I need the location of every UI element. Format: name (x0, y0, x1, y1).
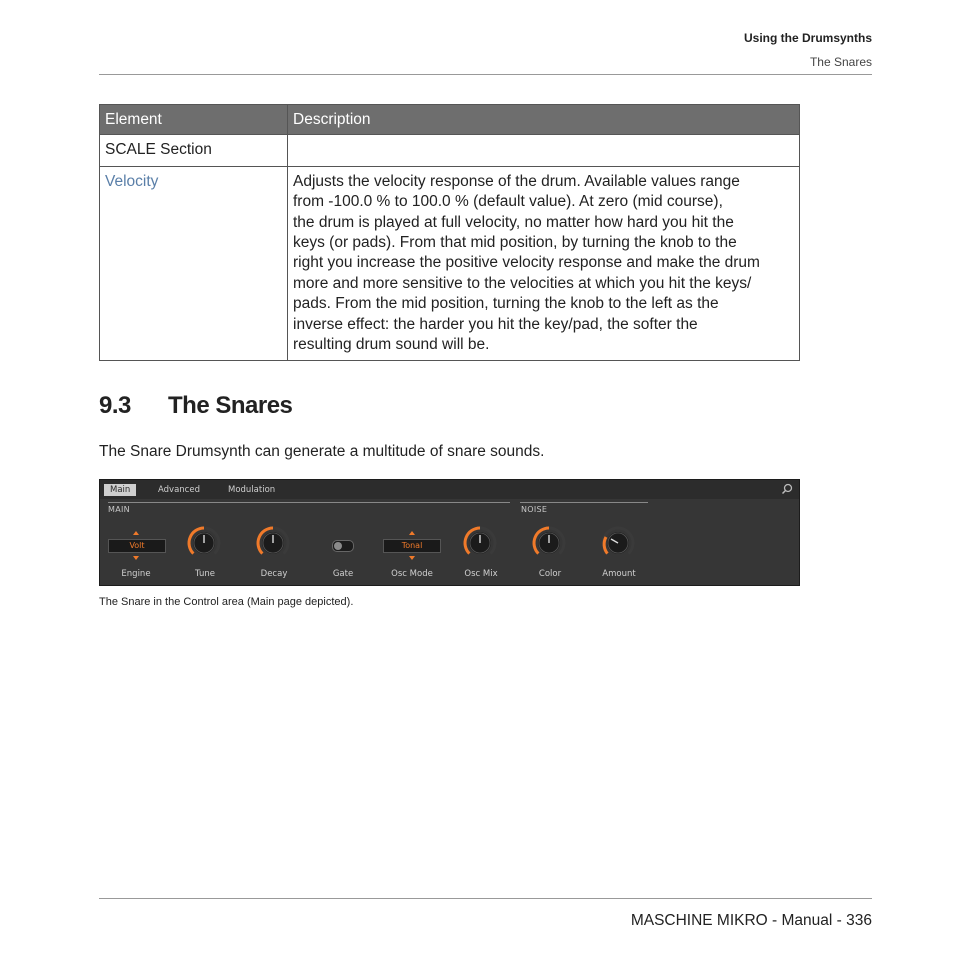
engine-selector[interactable]: Volt (108, 539, 166, 553)
header-divider (99, 74, 872, 75)
tune-knob[interactable] (186, 525, 222, 561)
description-line: more and more sensitive to the velocities at which you hit the keys/ (293, 274, 752, 292)
description-line: Adjusts the velocity response of the drum. Available values range (293, 172, 740, 190)
description-line: the drum is played at full velocity, no matter how hard you hit the (293, 213, 734, 231)
osc-mode-up-arrow-icon[interactable] (409, 531, 415, 535)
tab-modulation[interactable]: Modulation (228, 485, 276, 495)
tab-main[interactable]: Main (104, 484, 136, 496)
page-footer: MASCHINE MIKRO - Manual - 336 (630, 912, 872, 929)
table-header-row (100, 105, 800, 135)
gate-toggle[interactable] (332, 540, 354, 552)
description-line: pads. From the mid position, turning the knob to the left as the (293, 295, 719, 313)
osc-mode-down-arrow-icon[interactable] (409, 556, 415, 560)
gate-label: Gate (332, 569, 354, 579)
running-header-section: The Snares (809, 55, 872, 69)
noise-group-label: NOISE (521, 505, 548, 514)
section-label: SCALE Section (100, 135, 288, 166)
amount-knob[interactable] (600, 525, 636, 561)
column-header-description: Description (288, 105, 800, 135)
engine-down-arrow-icon[interactable] (133, 556, 139, 560)
color-label: Color (538, 569, 562, 579)
section-title: The Snares (168, 392, 293, 419)
color-knob[interactable] (531, 525, 567, 561)
engine-up-arrow-icon[interactable] (133, 531, 139, 535)
osc-mix-knob[interactable] (462, 525, 498, 561)
snare-control-panel (99, 479, 800, 586)
running-header-chapter: Using the Drumsynths (743, 31, 872, 45)
section-number: 9.3 (99, 392, 131, 419)
empty-cell (288, 135, 800, 166)
main-group-divider (108, 502, 510, 503)
footer-divider (99, 898, 872, 899)
gate-toggle-handle (334, 542, 342, 550)
tab-advanced[interactable]: Advanced (158, 485, 200, 495)
table-row (100, 166, 800, 361)
decay-label: Decay (260, 569, 288, 579)
description-line: from -100.0 % to 100.0 % (default value). At zero (mid course), (293, 193, 723, 211)
tune-label: Tune (195, 569, 215, 579)
description-line: inverse effect: the harder you hit the key/pad, the softer the (293, 315, 698, 333)
decay-knob[interactable] (255, 525, 291, 561)
column-header-element: Element (100, 105, 288, 135)
description-line: keys (or pads). From that mid position, by turning the knob to the (293, 234, 737, 252)
parameter-name: Velocity (100, 166, 288, 361)
search-icon[interactable] (781, 483, 793, 495)
osc-mode-label: Osc Mode (391, 569, 433, 579)
noise-group-divider (520, 502, 648, 503)
figure-caption: The Snare in the Control area (Main page depicted). (99, 596, 354, 608)
description-line: right you increase the positive velocity response and make the drum (293, 254, 760, 272)
amount-label: Amount (602, 569, 636, 579)
table-section-row (100, 135, 800, 166)
osc-mode-selector[interactable]: Tonal (383, 539, 441, 553)
parameter-table (99, 104, 800, 361)
description-line: resulting drum sound will be. (293, 336, 490, 354)
osc-mix-label: Osc Mix (464, 569, 498, 579)
main-group-label: MAIN (108, 505, 130, 514)
parameter-description (288, 166, 800, 361)
intro-paragraph: The Snare Drumsynth can generate a multitude of snare sounds. (99, 443, 545, 460)
engine-label: Engine (121, 569, 151, 579)
